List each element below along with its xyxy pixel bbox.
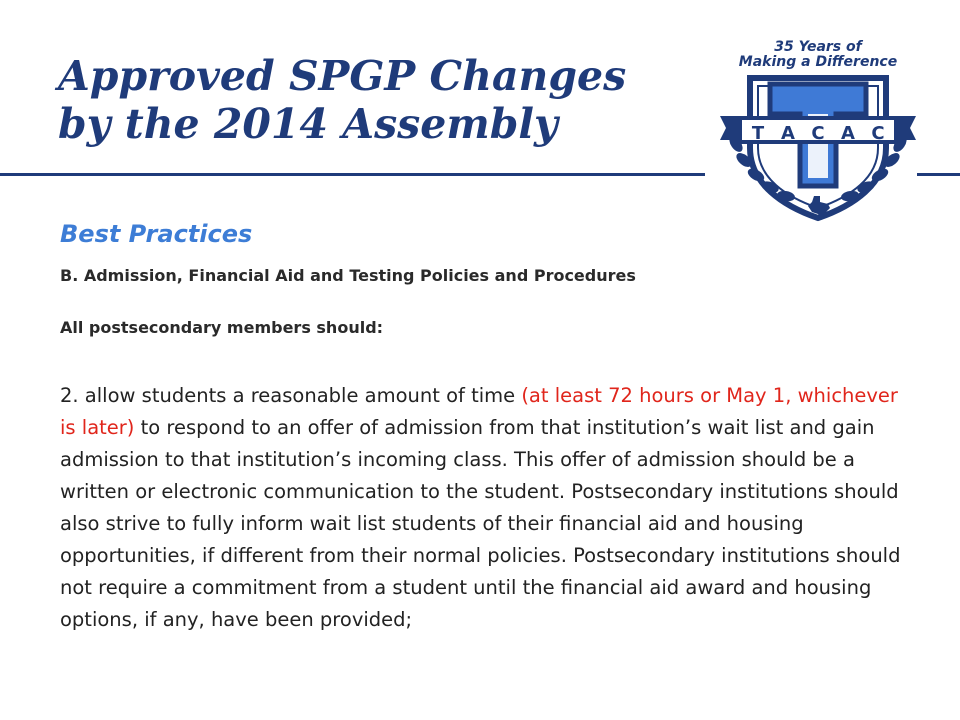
logo-letter-1: T <box>751 123 765 144</box>
section-heading: Best Practices <box>60 220 253 248</box>
title-divider-right <box>917 173 960 176</box>
policy-text-rest: to respond to an offer of admission from that institution’s wait list and gain admission to that institution’s incoming class. This offer of admission should be a written or electronic communication to the student. Postsecondary institutions should also strive to fully inform wait list students of their financial aid and housing opportunities, if different from their normal policies. Postsecondary institutions should not require a commitment from a student until the financial aid award and housing options, if any, have been provided; <box>60 416 901 631</box>
logo-tagline-line-2: Making a Difference <box>738 54 898 70</box>
tacac-logo <box>718 36 918 222</box>
title-divider-left <box>0 173 705 176</box>
slide-title <box>58 52 678 148</box>
logo-letter-3: C <box>811 123 825 144</box>
logo-letter-5: C <box>871 123 885 144</box>
section-subheading: B. Admission, Financial Aid and Testing Policies and Procedures <box>60 266 636 285</box>
logo-letter-2: A <box>781 123 795 144</box>
policy-text-start: 2. allow students a reasonable amount of time <box>60 384 522 407</box>
policy-highlight: (at least 72 hours or May 1, whichever is later) <box>60 384 898 439</box>
lead-sentence: All postsecondary members should: <box>60 318 384 337</box>
logo-letter-4: A <box>841 123 855 144</box>
slide-title-line-2: by the 2014 Assembly <box>58 100 558 148</box>
logo-tagline-line-1: 35 Years of <box>774 39 862 55</box>
slide-title-line-1: Approved SPGP Changes <box>58 52 627 100</box>
policy-paragraph <box>60 380 910 636</box>
